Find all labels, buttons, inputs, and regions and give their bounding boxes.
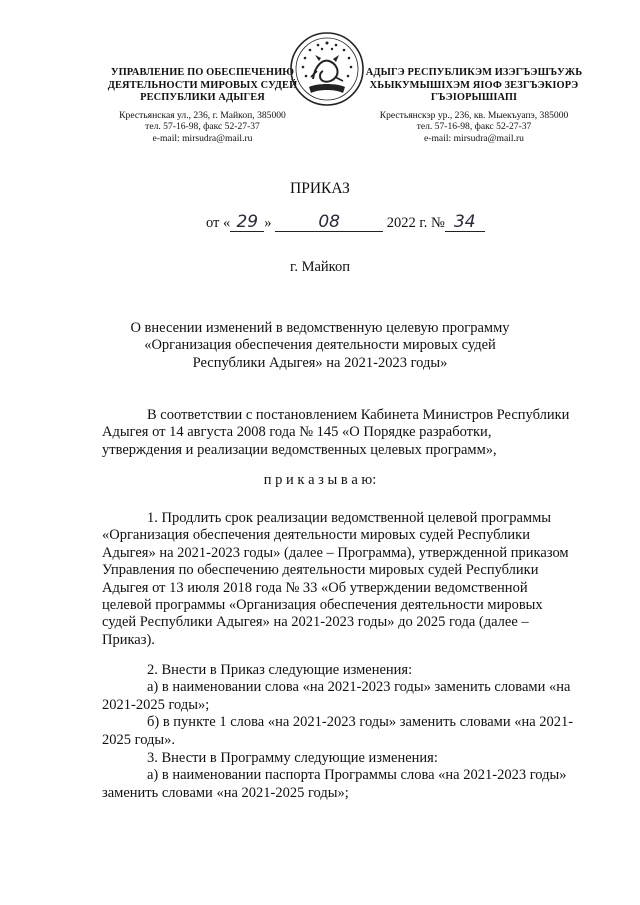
- date-close-quote: »: [264, 215, 272, 231]
- paragraph-line: утверждения и реализации ведомственных целевых программ»,: [102, 441, 497, 458]
- item-3-paragraph: [102, 750, 588, 802]
- paragraph-line: а) в наименовании паспорта Программы слова «на 2021-2023 годы»: [147, 767, 567, 784]
- right-org-name: [365, 67, 583, 105]
- date-day: 29: [230, 214, 264, 232]
- paragraph-line: «Организация обеспечения деятельности мировых судей Республики: [102, 527, 530, 544]
- right-address: Крестьянскэр ур., 236, кв. Мыекъуапэ, 385000: [379, 109, 569, 121]
- paragraph-line: Адыгея от 14 августа 2008 года № 145 «О Порядке разработки,: [102, 424, 492, 441]
- item-2-paragraph: [102, 662, 588, 749]
- order-number: 34: [445, 214, 485, 232]
- header-left-block: [95, 67, 310, 144]
- subject-line: Республики Адыгея» на 2021-2023 годы»: [192, 354, 448, 371]
- paragraph-line: 2025 годы».: [102, 731, 176, 748]
- left-contacts: [95, 110, 310, 145]
- paragraph-line: 2021-2025 годы»;: [102, 696, 210, 713]
- left-address: Крестьянская ул., 236, г. Майкоп, 385000: [119, 109, 286, 121]
- order-word: п р и к а з ы в а ю:: [263, 472, 377, 488]
- left-org-line: РЕСПУБЛИКИ АДЫГЕЯ: [140, 92, 265, 103]
- date-number-line: [206, 214, 485, 232]
- subject-line: О внесении изменений в ведомственную целевую программу: [130, 320, 510, 336]
- paragraph-line: 3. Внести в Программу следующие изменения:: [147, 750, 438, 766]
- paragraph-line: судей Республики Адыгея» на 2021-2023 годы» до 2025 года (далее –: [102, 614, 529, 631]
- date-year: 2022 г.: [386, 215, 428, 231]
- right-org-line: АДЫГЭ РЕСПУБЛИКЭМ ИЗЭГЪЭШЪУЖЬ: [365, 67, 583, 78]
- left-org-line: УПРАВЛЕНИЕ ПО ОБЕСПЕЧЕНИЮ: [110, 67, 295, 78]
- paragraph-line: 1. Продлить срок реализации ведомственной целевой программы: [147, 510, 551, 526]
- subject-line: «Организация обеспечения деятельности мировых судей: [144, 337, 496, 354]
- paragraph-line: б) в пункте 1 слова «на 2021-2023 годы» заменить словами «на 2021-: [147, 714, 574, 731]
- paragraph-line: целевой программы «Организация обеспечения деятельности мировых: [102, 597, 543, 614]
- date-prefix: от «: [206, 215, 231, 231]
- date-month: 08: [275, 214, 383, 232]
- document-title: ПРИКАЗ: [290, 180, 350, 197]
- right-phone: тел. 57-16-98, факс 52-27-37: [416, 121, 532, 132]
- paragraph-line: Адыгея» на 2021-2023 годы» (далее – Программа), утвержденной приказом: [102, 544, 569, 561]
- paragraph-line: Адыгея от 13 июля 2018 года № 33 «Об утверждении ведомственной: [102, 579, 528, 596]
- paragraph-line: заменить словами «на 2021-2025 годы»;: [102, 784, 349, 801]
- right-email: e-mail: mirsudra@mail.ru: [424, 132, 524, 144]
- preamble-paragraph: [102, 407, 588, 459]
- number-sign: №: [430, 215, 445, 231]
- city-line: г. Майкоп: [290, 259, 350, 275]
- left-email: e-mail: mirsudra@mail.ru: [152, 132, 253, 144]
- left-org-line: ДЕЯТЕЛЬНОСТИ МИРОВЫХ СУДЕЙ: [107, 79, 298, 91]
- left-phone: тел. 57-16-98, факс 52-27-37: [145, 121, 260, 132]
- paragraph-line: Приказ).: [102, 631, 155, 648]
- paragraph-line: а) в наименовании слова «на 2021-2023 годы» заменить словами «на: [147, 679, 571, 696]
- left-org-name: [95, 67, 310, 105]
- paragraph-line: Управления по обеспечению деятельности мировых судей Республики: [102, 562, 539, 579]
- right-org-line: ГЪЭІОРЫШІАПІ: [430, 92, 518, 103]
- right-contacts: [365, 110, 583, 145]
- adygea-coat-of-arms-icon: [289, 31, 365, 107]
- right-org-line: ХЬЫКУМЫШІХЭМ ЯІОФ ЗЕЗГЪЭКІОРЭ: [369, 79, 579, 91]
- item-1-paragraph: [102, 510, 588, 649]
- header-right-block: [365, 67, 583, 144]
- paragraph-line: 2. Внести в Приказ следующие изменения:: [147, 662, 413, 678]
- paragraph-line: В соответствии с постановлением Кабинета Министров Республики: [147, 407, 570, 423]
- order-subject: [100, 320, 540, 372]
